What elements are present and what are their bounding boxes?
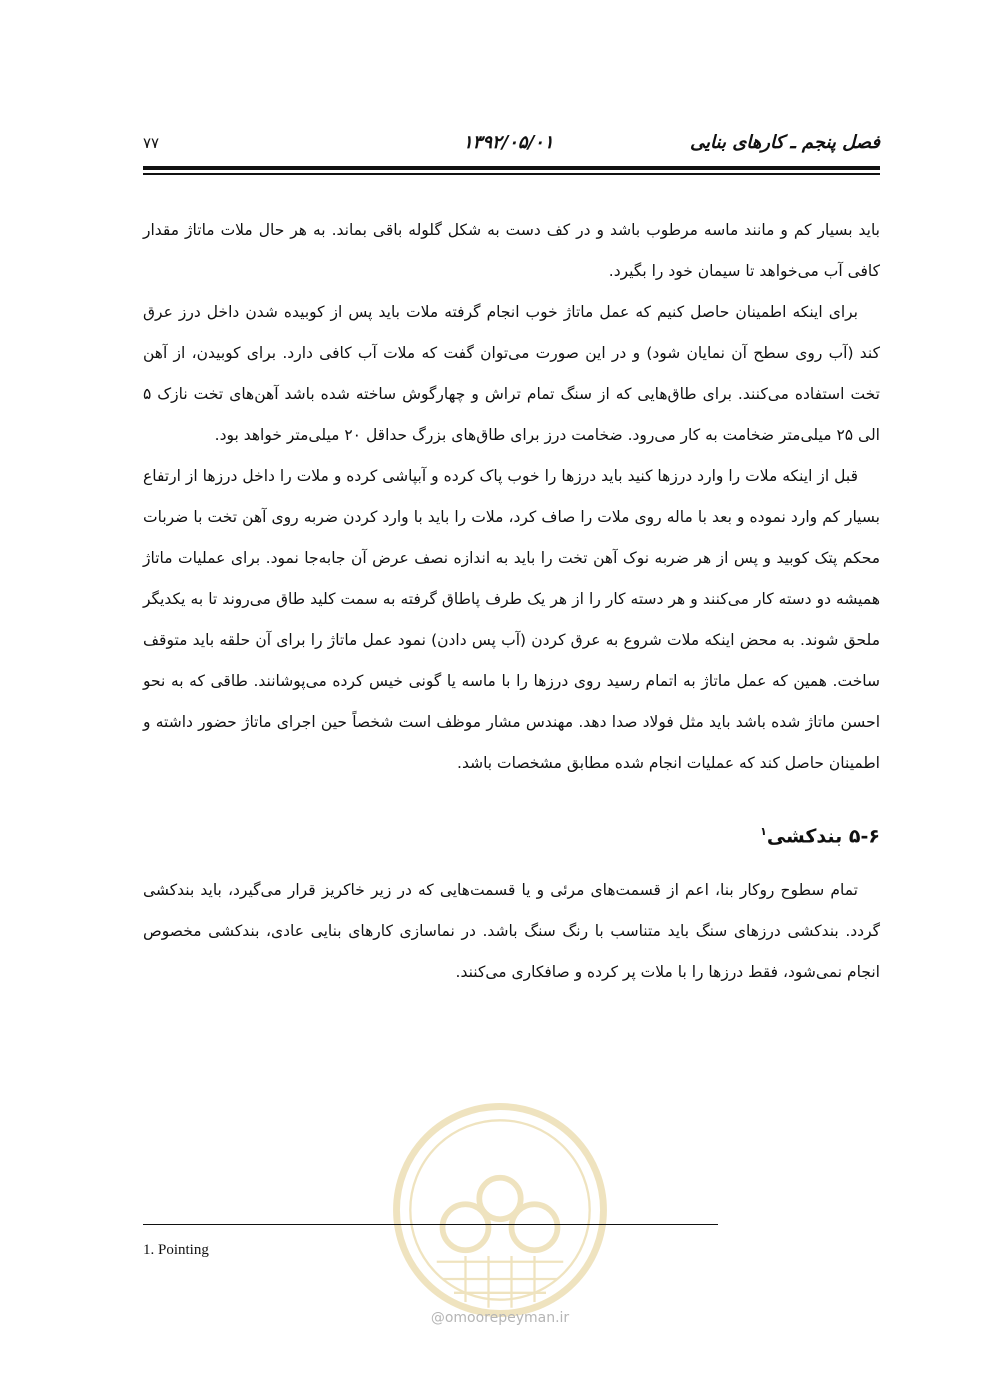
section-heading-text: ۵-۶ بندکشی (766, 825, 880, 848)
section-heading (143, 812, 880, 856)
footnote-rule (143, 1224, 718, 1225)
paragraph-3: قبل از اینکه ملات را وارد درزها کنید باید درزها را خوب پاک کرده و آبپاشی کرده و ملات را داخل درزها از ارتفاع بسیار کم وارد نموده و بعد با ماله روی ملات را صاف کرد، ملات را باید با وارد کردن ضربه روی آهن تخت با ضربات محکم پتک کوبید و پس از هر ضربه نوک آهن تخت را باید به اندازه نصف عرض آن جابه‌جا نمود. برای عملیات ماتاژ همیشه دو دسته کار می‌کنند و هر دسته کار را از هر یک طرف پاطاق گرفته به سمت کلید طاق می‌روند تا به یکدیگر ملحق شوند. به محض اینکه ملات شروع به عرق کردن (آب پس دادن) نمود عمل ماتاژ را برای آن حلقه باید متوقف ساخت. همین که عمل ماتاژ به اتمام رسید روی درزها را با ماسه یا گونی خیس کرده می‌پوشانند. طاقی که به نحو احسن ماتاژ شده باشد باید مثل فولاد صدا دهد. مهندس مشار موظف است شخصاً حین اجرای ماتاژ حضور داشته و اطمینان حاصل کند که عملیات انجام شده مطابق مشخصات باشد. (143, 467, 880, 772)
paragraph-1: باید بسیار کم و مانند ماسه مرطوب باشد و در کف دست به شکل گلوله باقی بماند. به هر حال ملات ماتاژ مقدار کافی آب می‌خواهد تا سیمان خود را بگیرد. (143, 221, 880, 280)
section-paragraph: تمام سطوح روکار بنا، اعم از قسمت‌های مرئی و یا قسمت‌هایی که در زیر خاکریز قرار می‌گیرد، باید بندکشی گردد. بندکشی درزهای سنگ باید متناسب با رنگ سنگ باشد. در نماسازی کارهای بنایی عادی، بندکشی مخصوص انجام نمی‌شود، فقط درزها را با ملات پر کرده و صافکاری می‌کنند. (143, 881, 880, 982)
footnote-marker: ۱ (760, 825, 767, 838)
page-header (143, 128, 880, 168)
paragraph-2: برای اینکه اطمینان حاصل کنیم که عمل ماتاژ خوب انجام گرفته ملات باید پس از کوبیده شدن داخل درز عرق کند (آب روی سطح آن نمایان شود) و در این صورت می‌توان گفت که ملات آب کافی دارد. برای کوبیدن، از آهن تخت استفاده می‌کنند. برای طاق‌هایی که از سنگ تمام تراش و چهارگوش ساخته شده باشد آهن‌های تخت نازک ۵ الی ۲۵ میلی‌متر ضخامت به کار می‌رود. ضخامت درز برای طاق‌های بزرگ حداقل ۲۰ میلی‌متر خواهد بود. (143, 303, 880, 444)
header-rule-thick (143, 166, 880, 170)
page-number: ۷۷ (143, 134, 160, 152)
header-date: ۱۳۹۲/۰۵/۰۱ (463, 132, 554, 153)
watermark-logo (385, 1095, 615, 1325)
chapter-title: فصل پنجم ـ کارهای بنایی (690, 132, 880, 153)
footnote: 1. Pointing (143, 1242, 209, 1258)
main-content (143, 210, 880, 993)
watermark-text: @omoorepeyman.ir (430, 1310, 570, 1326)
header-rule-thin (143, 173, 880, 175)
